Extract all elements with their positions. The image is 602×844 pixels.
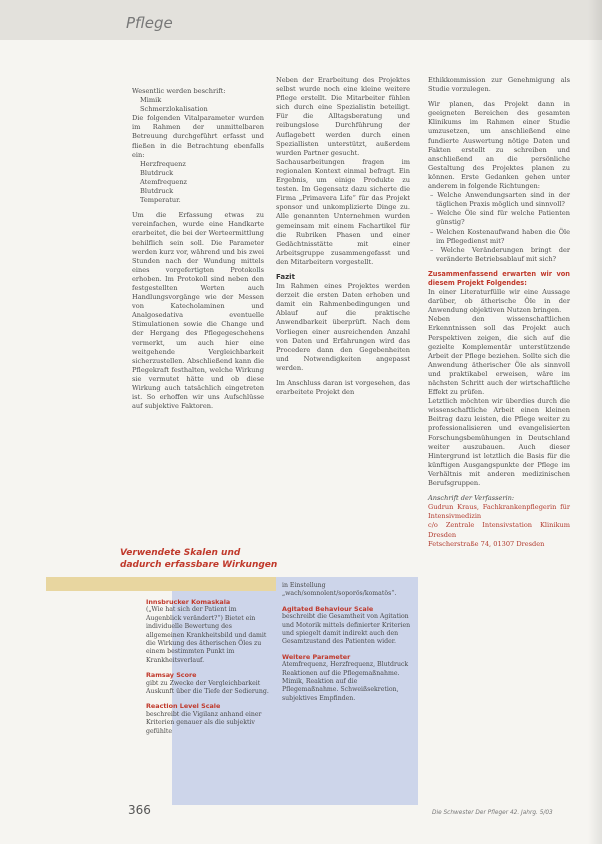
- paragraph: Wir planen, das Projekt dann in geeigneten Bereichen des gesamten Klinikums im Rahmen einer Studie umzusetzen, um anschließend eine fundierte Auswertung nötige Daten und Fakten erstellt zu schreiben und anschließend an die persönliche Gestaltung des Projektes planen zu können. Erste Gedanken gehen unter anderem in folgende Richtungen:: [428, 100, 570, 191]
- scale-entry: Ramsay Score gibt zu Zwecke der Vergleichbarkeit Auskunft über die Tiefe der Sedierung.: [146, 671, 269, 696]
- text-column-3: [428, 76, 570, 549]
- author-name: Gudrun Kraus, Fachkrankenpflegerin für Intensivmedizin: [428, 503, 570, 521]
- page-edge-shadow: [588, 0, 602, 844]
- scale-entry: Agitated Behaviour Scale beschreibt die Gesamtheit von Agitation und Motorik mittels definierter Kriterien und spiegelt damit indirekt auch den Gesamtzustand des Patienten wider.: [282, 604, 411, 646]
- box-left-text: [146, 598, 270, 742]
- scale-entry: Weitere Parameter Atemfrequenz, Herzfrequenz, Blutdruck Reaktionen auf die Pflegemaßnahme. Mimik, Reaktion auf die Pflegemaßnahme. Schweißsekretion, subjektives Empfinden.: [282, 652, 409, 702]
- list-item: Mimik: [140, 96, 162, 105]
- magazine-footer: Die Schwester Der Pfleger 42. Jahrg. 5/03: [432, 810, 553, 816]
- text-column-1: [132, 87, 264, 411]
- list-item: – Welche Veränderungen bringt der veränderte Betriebsablauf mit sich?: [430, 245, 570, 263]
- list-item: Herzfrequenz: [140, 159, 186, 168]
- box-right-text: [282, 582, 412, 709]
- section-heading: Fazit: [276, 272, 295, 281]
- list-item: Blutdruck: [140, 168, 174, 177]
- author-address: c/o Zentrale Intensivstation Klinikum Dresden: [428, 521, 570, 539]
- list-item: Atemfrequenz: [140, 177, 188, 186]
- author-address: Fetscherstraße 74, 01307 Dresden: [428, 539, 545, 548]
- paragraph: Wesentlic werden beschrift:: [132, 87, 226, 95]
- list-item: – Welchen Kostenaufwand haben die Öle im Pflegedienst mit?: [430, 227, 570, 245]
- highlight-heading: Zusammenfassend erwarten wir von diesem Projekt Folgendes:: [428, 269, 570, 287]
- section-title: Pflege: [126, 14, 173, 32]
- paragraph: Neben der Erarbeitung des Projektes selbst wurde noch eine kleine weitere Pflege erstellt. Die Mitarbeiter fühlen sich durch eine Spezialistin beteiligt. Für die Alltagsberatung und reibungslose Durchführung der Auflagebett werden durch einen Speziallisten unterstützt, außerdem wurden Partner gesucht.: [276, 76, 410, 157]
- paragraph: Neben den wissenschaftlichen Erkenntnissen soll das Projekt auch Perspektiven zeigen, die sich auf die gezielte Komplementär unterstützende Arbeit der Pflege beziehen. Sollte sich die Anwendung ätherischer Öle als sinnvoll und praktikabel erweisen, wäre im nächsten Schritt auch der wirtschaftliche Effekt zu prüfen.: [428, 315, 570, 397]
- paragraph: Um die Erfassung etwas zu vereinfachen, wurde eine Handkarte erarbeitet, die bei der Werteermittlung behilflich sein soll. Die Parameter werden kurz vor, während und bis zwei Stunden nach der Wundung mittels eines vorgefertigten Protokolls erhoben. Im Protokoll sind neben den festgestellten Werten auch Handlungsvorgänge wie der Messen von Katecholaminen und Analgosedativa eventuelle Stimulationen sowie die Change und der Hergang des Pflegegeschehens vermerkt, um auch hier eine weitgehende Vergleichbarkeit sicherzustellen. Abschließend kann die Pflegekraft festhalten, welche Wirkung sie vermutet hätte und ob diese Wirkung auch tatsächlich eingetreten ist. So erhoffen wir uns Aufschlüsse auf subjektive Faktoren.: [132, 211, 264, 411]
- paragraph: In einer Literaturfülle wir eine Aussage darüber, ob ätherische Öle in der Anwendung objektiven Nutzen bringen.: [428, 288, 570, 315]
- scale-entry: in Einstellung „wach/somnolent/soporös/komatös“.: [282, 582, 397, 598]
- paragraph: Sachausarbeitungen fragen im regionalen Kontext einmal befragt. Ein Ergebnis, um einige Produkte zu testen. Im Gegensatz dazu sicherte die Firma „Primavera Life“ für das Projekt sponsor und unkomplizierte Dinge zu. Alle genannten Unternehmen wurden gemeinsam mit einem Fachartikel für die Rubriken Phasen und einer Gedächtnisstätte mit einer Arbeitsgruppe zusammengefasst und den Mitarbeitern vorgestellt.: [276, 157, 410, 266]
- paragraph: Im Rahmen eines Projektes werden derzeit die ersten Daten erhoben und damit ein Rahmenbedingungen und Ablauf auf die praktische Anwendbarkeit überprüft. Nach dem Vorliegen einer ausreichenden Anzahl von Daten und Erfahrungen wird das Procedere dann den Gegebenheiten und Notwendigkeiten angepasst werden.: [276, 282, 410, 372]
- list-item: Blutdruck: [140, 187, 174, 196]
- header-band: [0, 0, 602, 40]
- author-address-label: Anschrift der Verfasserin:: [428, 494, 515, 503]
- scale-entry: Innsbrucker Komaskala („Wie hat sich der Patient im Augenblick verändert?“) Bietet ein individuelle Bewertung des allgemeinen Krankheitsbild und damit die Wirkung des ätherischen Öles zu einem bestimmten Punkt im Krankheitsverlauf.: [146, 598, 267, 664]
- paragraph: Im Anschluss daran ist vorgesehen, das erarbeitete Projekt den: [276, 379, 410, 397]
- paragraph: Die folgenden Vitalparameter wurden im Rahmen der unmittelbaren Betreuung durchgeführt erfasst und fließen in die Betrachtung ebenfalls ein:: [132, 114, 264, 159]
- box-title: Verwendete Skalen und dadurch erfassbare Wirkungen: [120, 548, 278, 570]
- list-item: Temperatur.: [140, 196, 181, 205]
- paragraph: Letztlich möchten wir überdies durch die wissenschaftliche Arbeit einen kleinen Beitrag dazu leisten, die Pflege weiter zu professionalisieren und evangelisierten Forschungsbemühungen in Deutschland weiter auszubauen. Auch dieser Hintergrund ist letztlich die Basis für die künftigen Ausgangspunkte der Pflege im Verhältnis mit anderen medizinischen Berufsgruppen.: [428, 397, 570, 488]
- scale-entry: Reaction Level Scale beschreibt die Vigilanz anhand einer Kriterien genauer als die subjektiv gefühlte: [146, 702, 262, 735]
- text-column-2: [276, 76, 410, 397]
- paragraph: Ethikkommission zur Genehmigung als Studie vorzulegen.: [428, 76, 570, 94]
- page-number: 366: [128, 803, 151, 817]
- list-item: – Welche Öle sind für welche Patienten günstig?: [430, 209, 570, 227]
- info-box: [46, 540, 418, 820]
- list-item: Schmerzlokalisation: [140, 105, 208, 114]
- list-item: – Welche Anwendungsarten sind in der täglichen Praxis möglich und sinnvoll?: [430, 191, 570, 209]
